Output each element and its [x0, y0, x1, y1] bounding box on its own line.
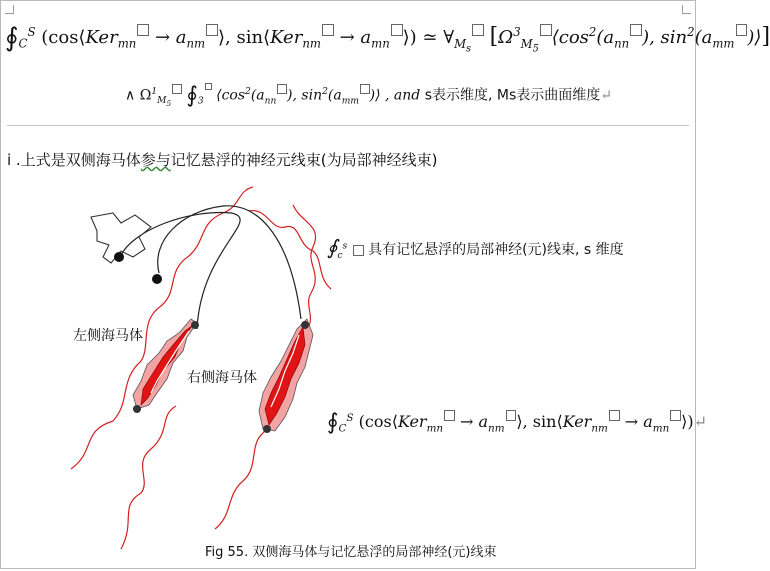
- annotation-top-symbol: ∮: [327, 235, 338, 259]
- equation-line-2: ∧ $\Omega^1_{M_5}$ $∮_3$ $⟨\cos^2(a_{nn}$ ), $\sin^2(a_{mm}$ )⟩ , and s表示维度, Ms表示曲面维度↵: [125, 83, 613, 109]
- hippocampus-illustration: [1, 1, 697, 570]
- left-node-top: [191, 321, 199, 329]
- sentence-prefix: i .上式是双侧海马体: [7, 151, 141, 169]
- node-dot-2: [152, 274, 162, 284]
- annotation-local-bundle: $∮_c^s$ 具有记忆悬浮的局部神经(元)线束, s 维度: [327, 235, 624, 261]
- annotation-formula: $∮_C^S$ (cos⟨Ker$_{mn}$ → $a_{nm}$ ⟩, sin⟨Ker$_{nm}$ → $a_{mn}$ ⟩)↵: [327, 410, 708, 436]
- equation-line-1: $∮_C^S$ (cos⟨Ker$_{mn}$ → $a_{nm}$ ⟩, sin⟨Ker$_{nm}$ → $a_{mn}$ ⟩) ≃ $\forall_{M_s}$ [$\Omega^3_{M_5}⟨\cos^2(a_{nn}$ ), $\sin^2(a_{mm}$ )⟩]: [5, 23, 770, 54]
- neural-tract-right-2: [249, 211, 331, 289]
- label-left-hippocampus: 左侧海马体: [73, 328, 143, 344]
- left-node-bottom: [133, 405, 141, 413]
- figure-caption: Fig 55. 双侧海马体与记忆悬浮的局部神经(元)线束: [205, 545, 497, 560]
- right-node-top: [301, 321, 309, 329]
- sentence-suffix: 记忆悬浮的神经元线束(为局部神经线束): [170, 151, 438, 169]
- annotation-top-text: 具有记忆悬浮的局部神经(元)线束, s 维度: [368, 242, 624, 258]
- neural-tract-left-2: [121, 406, 176, 549]
- label-right-hippocampus: 右侧海马体: [187, 370, 257, 386]
- node-dot-1: [114, 252, 124, 262]
- sentence-wavy-word: 参与: [140, 151, 171, 169]
- dimension-note: s表示维度, Ms表示曲面维度: [424, 87, 601, 104]
- arc-right: [119, 212, 240, 329]
- arc-left: [158, 206, 301, 319]
- right-node-bottom: [263, 425, 271, 433]
